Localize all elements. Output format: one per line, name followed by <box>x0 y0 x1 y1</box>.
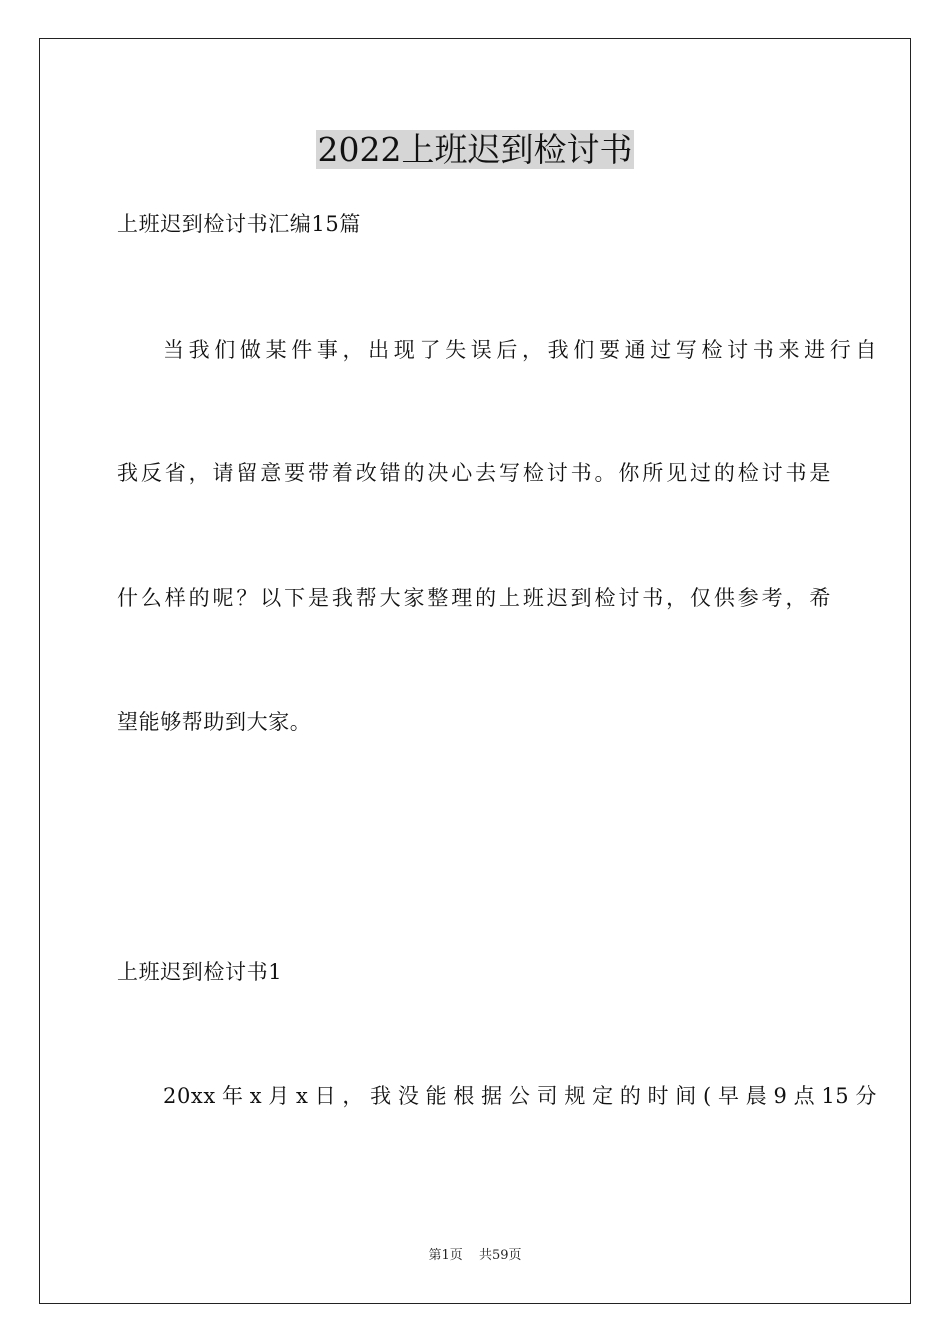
intro-line-1: 当我们做某件事，出现了失误后，我们要通过写检讨书来进行自 <box>163 338 877 362</box>
section-body-line-1: 20xx年x月x日，我没能根据公司规定的时间(早晨9点15分 <box>163 1084 877 1108</box>
intro-line-2: 我反省，请留意要带着改错的决心去写检讨书。你所见过的检讨书是 <box>117 461 831 485</box>
document-title-text: 2022上班迟到检讨书 <box>317 130 633 169</box>
page-number: 第1页 <box>428 1248 463 1263</box>
page-footer <box>0 1246 950 1266</box>
intro-line-4: 望能够帮助到大家。 <box>117 710 312 734</box>
document-title <box>0 126 950 174</box>
total-pages: 共59页 <box>478 1248 522 1263</box>
intro-line-3: 什么样的呢？以下是我帮大家整理的上班迟到检讨书，仅供参考，希 <box>117 586 831 610</box>
document-subtitle: 上班迟到检讨书汇编15篇 <box>117 212 361 236</box>
section-heading: 上班迟到检讨书1 <box>117 960 283 984</box>
